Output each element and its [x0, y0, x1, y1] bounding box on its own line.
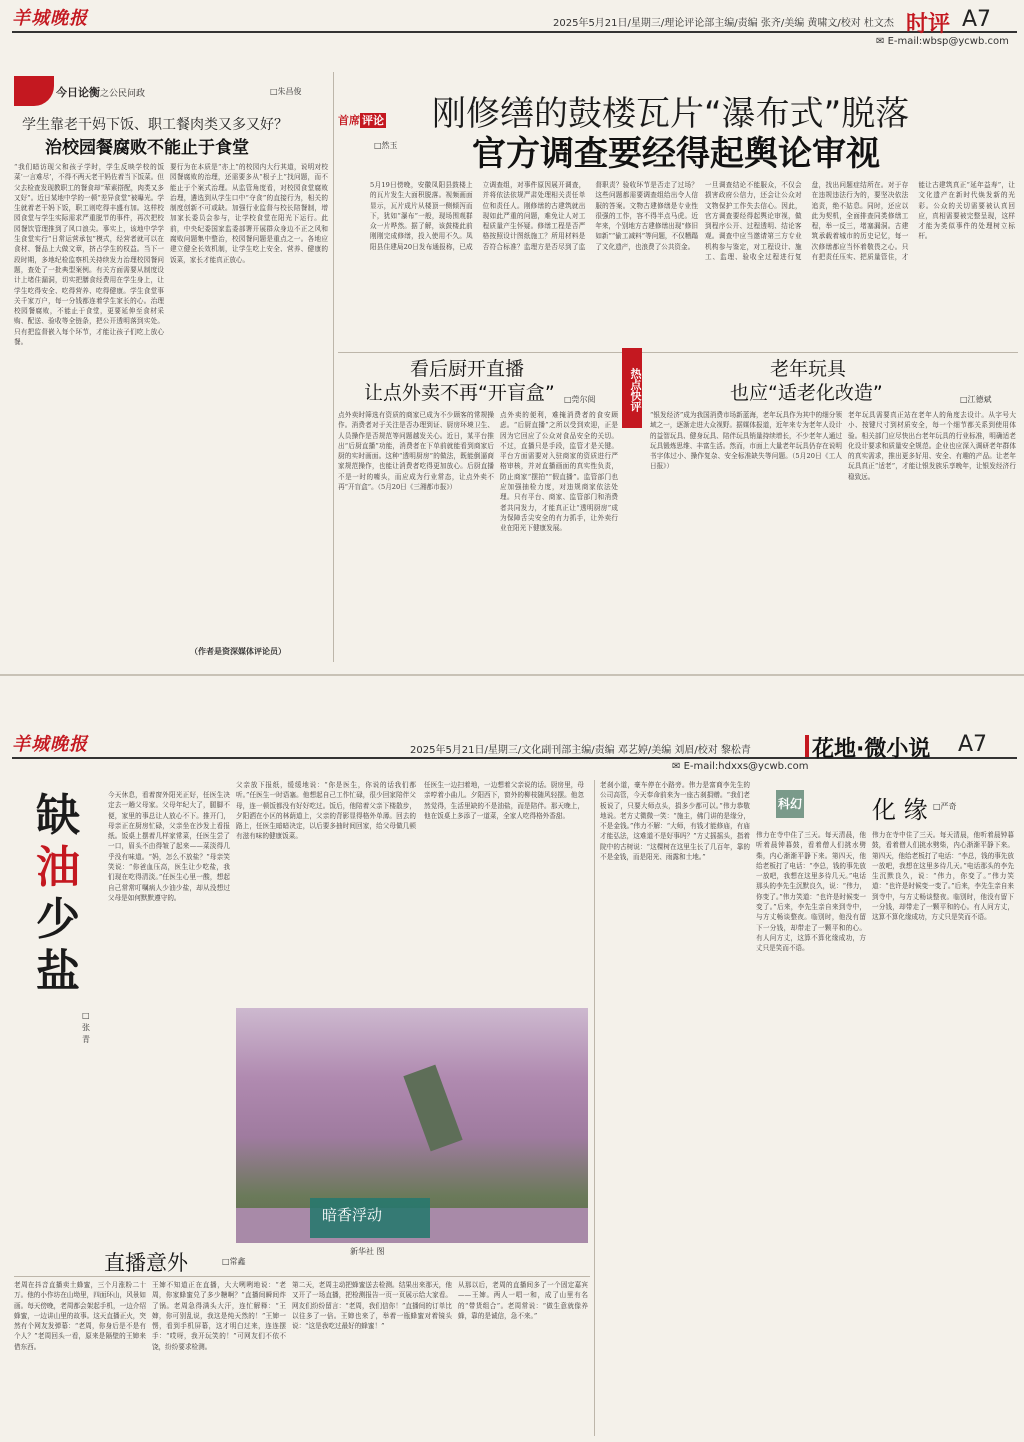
section-title: 时评	[906, 12, 951, 37]
scifi-tag: 科幻	[776, 790, 804, 818]
issue-meta: 2025年5月21日/星期三/理论评论部主编/责编 张齐/美编 黄啸文/校对 杜文杰	[553, 18, 894, 29]
newspaper-logo: 羊城晚报	[12, 8, 88, 29]
divider	[338, 352, 1018, 353]
section-email	[876, 36, 1009, 47]
story3-byline: □常鑫	[222, 1257, 246, 1266]
column-rule	[12, 72, 330, 75]
email-text: E-mail:wbsp@ycwb.com	[887, 36, 1009, 47]
story3-title: 直播意外	[104, 1251, 188, 1275]
story2-body-b: 伟力在寺中住了三天。每天清晨，他听着晨钟暮鼓，看着僧人们挑水劈柴，内心渐渐平静下来。第四天，他给老板打了电话：“李总，钱的事先放一放吧，我想在这里多待几天。”电话那头的李先生沉默良久，说：“伟力，你变了。”伟力笑道：“也许是时候变一变了。”后来，李先生亲自来到寺中，与方丈畅谈整夜。临别时，他没有留下一分钱，却带走了一颗平和的心。有人问方丈，这算不算化缘成功，方丈只是笑而不语。	[756, 831, 866, 953]
photo-credit: 新华社 图	[350, 1247, 385, 1256]
main-title-line2: 官方调查要经得起舆论审视	[472, 134, 880, 174]
main-byline: □然玉	[374, 141, 398, 150]
story3-body-c: 第二天，老周主动把蜂蜜送去检测。结果出来那天，他又开了一场直播，把检测报告一页一页展示给大家看。网友们纷纷留言：“老周，我们信你！”直播间的订单比以往多了一倍。王婶也来了，举着一瓶蜂蜜对着镜头说：“这是我吃过最好的蜂蜜！”	[292, 1281, 452, 1331]
col-b-title-line2: 也应“适老化改造”	[730, 382, 883, 404]
column-label: 今日论衡之公民问政	[56, 86, 146, 99]
col-a-body-b: 点外卖的便利，难掩消费者的食安顾虑。“后厨直播”之所以受到欢迎，正是因为它回应了公众对食品安全的关切。不过，直播只是手段，监管才是关键。平台方面需要对入驻商家的资质进行严格审核，并对直播画面的真实性负责，防止商家“摆拍”“假直播”。监管部门也应加强抽检力度，对违规商家依法处理。只有平台、商家、监管部门和消费者共同发力，才能真正让“透明厨房”成为保障舌尖安全的有力抓手，让外卖行业在阳光下健康发展。	[500, 411, 618, 533]
story3-body-b: 王婶不知道正在直播，大大咧咧地说：“老周，你家蜂蜜兑了多少糖啊？”直播间瞬间炸了锅。老周急得满头大汗，连忙解释：“王婶，你可别乱说，我这是纯天然的！”王婶一愣，看到手机屏幕，这才明白过来，连连摆手：“哎呀，我开玩笑的！”可网友们不依不饶，纷纷要求检测。	[152, 1281, 286, 1351]
col-b-byline: □江德斌	[960, 395, 992, 404]
column-body-b: 要行为在本质是“亦上”的校园内大行其道，说明对校园餐腐败的治理，还需要多从“根子上”找问题，而不能止于个案式治理。从监管角度看，对校园食堂腐败治理，遴选到从学生口中“夺食”的直接行为，相关的制度创新不可或缺。加强行业监督与校长陪餐制，增加家长委员会参与，让学校食堂在阳光下运行。此前，中央纪委国家监委部署开展群众身边不正之风和腐败问题集中整治，校园餐问题是重点之一。各地应建立健全长效机制，让学生吃上安全、营养、健康的饭菜，家长才能真正放心。	[170, 163, 328, 264]
col-b-title-line1: 老年玩具	[770, 358, 847, 380]
col-a-title-line1: 看后厨开直播	[410, 358, 525, 380]
divider	[333, 72, 334, 662]
column-title-line1: 学生靠老干妈下饭、职工餐肉类又多又好？	[22, 117, 288, 133]
column-byline: □朱昌俊	[270, 87, 302, 96]
story2-title: 化 缘	[872, 796, 928, 824]
col-a-title-line2: 让点外卖不再“开盲盒”	[364, 382, 555, 404]
section-marker	[805, 735, 809, 757]
story2-body-c: 伟力在寺中住了三天。每天清晨，他听着晨钟暮鼓，看着僧人们挑水劈柴，内心渐渐平静下来。第四天，他给老板打了电话：“李总，钱的事先放一放吧，我想在这里多待几天。”电话那头的李先生沉默良久，说：“伟力，你变了。”伟力笑道：“也许是时候变一变了。”后来，李先生亲自来到寺中，与方丈畅谈整夜。临别时，他没有留下一分钱，却带走了一颗平和的心。有人问方丈，这算不算化缘成功，方丈只是笑而不语。	[872, 831, 1014, 922]
column-body-a: “我们暗访现父和孩子学时，学生反映学校的饭菜‘一言难尽’，不得不两天老干妈佐着当下饭菜。但父去检查发现教职工的餐食却“荤素搭配，肉类又多又好”。近日某地中学的一顿“差异食堂”被曝光。学生就着老干妈下饭，职工则吃得丰盛有加。这样校园食堂与学生实际需求严重脱节的事件，再次把校园餐饮管理推到了风口浪尖。事实上，该地中学学生食堂实行“日常运营承包”模式，经营者就可以在食材、餐品上大做文章，挤占学生的权益。当下一段时期，多地纪检监察机关持续发力治理校园餐问题，查处了一批典型案例。有关方面需要从制度设计上堵住漏洞，切实把膳食经费用在学生身上，让学生吃得安全、吃得营养、吃得健康。学生食堂事关千家万户，每一分钱都连着学生家长的心。治理校园餐腐败，不能止于食堂，更要延伸至食材采购、配送、验收等全链条，把公开透明落到实处。只有把监督嵌入每个环节，才能让孩子们吃上放心餐。	[14, 163, 164, 347]
divider	[594, 780, 595, 1436]
main-body-a: 5月19日傍晚，安徽凤阳县鼓楼上的瓦片发生大面积脱落。视频画面显示，瓦片成片从楼顶一侧倾泻而下，犹如“瀑布”一般，现场围观群众一片哗然。据了解，该鼓楼此前刚刚完成修缮，投入使用不久。凤阳县住建局20日发布通报称，已成立调查组，对事件原因展开调查，并将依法依规严肃处理相关责任单位和责任人。刚修缮的古建筑就出现如此严重的问题，难免让人对工程质量产生怀疑。修缮工程是否严格按照设计图纸施工？所用材料是否符合标准？监理方是否尽到了监督职责？验收环节是否走了过场？这些问题都需要调查组给出令人信服的答案。文物古建修缮是专业性很强的工作，容不得半点马虎。近年来，个别地方古建修缮出现“修旧如新”“偷工减料”等问题，不仅糟蹋了文化遗产，也浪费了公共资金。	[370, 181, 698, 251]
col-b-body-b: 老年玩具需要真正站在老年人的角度去设计。从字号大小、按键尺寸到材质安全，每一个细节都关系到使用体验。相关部门应尽快出台老年玩具的行业标准，明确适老化设计要求和质量安全规范。企业也应深入调研老年群体的真实需求，推出更多好用、安全、有趣的产品。让老年玩具真正“适老”，才能让银发族乐享晚年，让银发经济行稳致远。	[848, 411, 1016, 481]
tram-shape	[403, 1065, 462, 1152]
page-number: A7	[962, 7, 992, 32]
main-tag: 首席 评论	[338, 114, 384, 127]
hot-comment-tag: 热点快评	[622, 348, 642, 428]
col-a-body-a: 点外卖时筛选有资质的商家已成为不少顾客的常规操作。消费者对于关注是否办理到证、厨房环境卫生、人员操作是否规范等问题越发关心。近日，某平台推出“后厨直播”功能，消费者在下单前就能看到商家后厨的实时画面。这种“透明厨房”的做法，既能倒逼商家规范操作，也能让消费者吃得更加放心。后厨直播不是一时的噱头，而应成为行业常态，让点外卖不再“开盲盒”。（5月20日《三湘都市报》）	[338, 411, 494, 492]
col-a-byline: □莞尔阅	[564, 395, 596, 404]
column-title-line2: 治校园餐腐败不能止于食堂	[45, 138, 249, 158]
story1-byline: □张青	[82, 1011, 90, 1044]
page-number: A7	[958, 732, 988, 757]
story3-body-d: 从那以后，老周的直播间多了一个固定嘉宾——王婶。两人一唱一和，成了山里有名的“带货组合”。老周常说：“做生意就像养蜂，靠的是诚信，急不来。”	[458, 1281, 588, 1320]
column-credit: （作者是资深媒体评论员）	[190, 647, 286, 656]
spade-icon	[14, 76, 54, 106]
main-body-b: 一旦调查结论不能服众，不仅会损害政府公信力，还会让公众对文物保护工作失去信心。因此，官方调查要经得起舆论审视，做到程序公开、过程透明、结论客观。调查中应当邀请第三方专业机构参与鉴定，对工程设计、施工、监理、验收全过程进行复盘，找出问题症结所在。对于存在违规违法行为的，要坚决依法追责，绝不姑息。同时，还应以此为契机，全面排查同类修缮工程，举一反三，堵塞漏洞。古建筑承载着城市的历史记忆，每一次修缮都应当怀着敬畏之心。只有把责任压实、把质量管住，才能让古建筑真正“延年益寿”，让文化遗产在新时代焕发新的光彩。公众的关切需要被认真回应，真相需要被完整呈现，这样才能为类似事件的处理树立标杆。	[705, 181, 1015, 262]
story1-title: 缺 油 少 盐	[36, 790, 80, 997]
photo-caption: 暗香浮动	[310, 1198, 430, 1238]
story3-body-a: 老周在抖音直播卖土蜂蜜，三个月涨粉二十万。他的小作坊在山坳里，四面环山，风景如画。每天傍晚，老周都会架起手机，一边介绍蜂蜜，一边讲山里的故事。这天直播正火，突然有个网友发弹幕：“老周，你身后是不是有个人？”老周回头一看，原来是隔壁的王婶来借东西。	[14, 1281, 146, 1351]
story2-body-a: 老刹小道，豪车停在小路旁。伟力是富商李先生的公司高管，今天奉命前来为一座古刹捐赠。“我们老板说了，只要大师点头，捐多少都可以。”伟力恭敬地说。老方丈微微一笑：“施主，佛门讲的是缘分，不是金钱。”伟力不解：“大师，有钱才能修庙，有庙才能弘法，这难道不是好事吗？”方丈摇摇头，指着院中的古树说：“这棵树在这里生长了几百年，靠的不是金钱，而是阳光、雨露和土地。”	[600, 781, 750, 862]
col-b-body-a: “银发经济”成为我国消费市场新蓝海，老年玩具作为其中的细分领域之一，逐渐走进大众视野。据媒体报道，近年来专为老年人设计的益智玩具、健身玩具、陪伴玩具销量持续增长，不少老年人通过玩具锻炼思维、丰富生活。然而，市面上大量老年玩具仍存在说明书字体过小、操作复杂、安全标准缺失等问题。（5月20日《工人日报》）	[650, 411, 842, 471]
section-email	[672, 761, 809, 772]
page-fold	[0, 674, 1024, 676]
header-rule	[12, 31, 1017, 33]
story2-byline: □严奇	[933, 802, 957, 811]
story1-body-b: 父亲放下报纸，缓缓地说：“你是医生，你说的话我们都听。”任医生一时语塞。他想起自己工作忙碌，很少回家陪伴父母，连一顿饭都没有好好吃过。饭后，他陪着父亲下楼散步，夕阳洒在小区的林荫道上，父亲的背影显得格外单薄。回去的路上，任医生暗暗决定，以后要多抽时间回家，给父母做几顿有滋有味的健康饭菜。	[236, 781, 416, 841]
divider	[14, 1276, 590, 1277]
story1-body-a: 今天休息，看着窗外阳光正好，任医生决定去一趟父母家。父母年纪大了，腿脚不便，家里的事总让人放心不下。推开门，母亲正在厨房忙碌，父亲坐在沙发上看报纸。饭桌上摆着几样家常菜，任医生尝了一口，眉头不由得皱了起来——菜淡得几乎没有味道。“妈，怎么不放盐？”母亲笑笑说：“你爸血压高，医生让少吃盐，我们现在吃得清淡。”任医生心里一酸，想起自己常常叮嘱病人少油少盐，却从没想过父母是如何默默遵守的。	[108, 791, 230, 902]
newspaper-logo: 羊城晚报	[12, 734, 88, 755]
issue-meta: 2025年5月21日/星期三/文化副刊部主编/责编 邓艺婷/美编 刘眉/校对 黎松青	[410, 745, 751, 756]
mail-icon: ✉	[876, 36, 885, 47]
mail-icon: ✉	[672, 761, 681, 772]
main-title-line1: 刚修缮的鼓楼瓦片“瀑布式”脱落	[432, 94, 910, 134]
email-text: E-mail:hdxxs@ycwb.com	[683, 761, 809, 772]
story1-body-c: 任医生一边扫着地，一边想着父亲说的话。厨房里，母亲哼着小曲儿。夕阳西下，窗外的柳枝随风轻摆。他忽然觉得，生活里缺的不是油盐，而是陪伴。那天晚上，他在饭桌上多添了一道菜，全家人吃得格外香甜。	[424, 781, 584, 820]
section-title: 花地·微小说	[812, 737, 931, 762]
